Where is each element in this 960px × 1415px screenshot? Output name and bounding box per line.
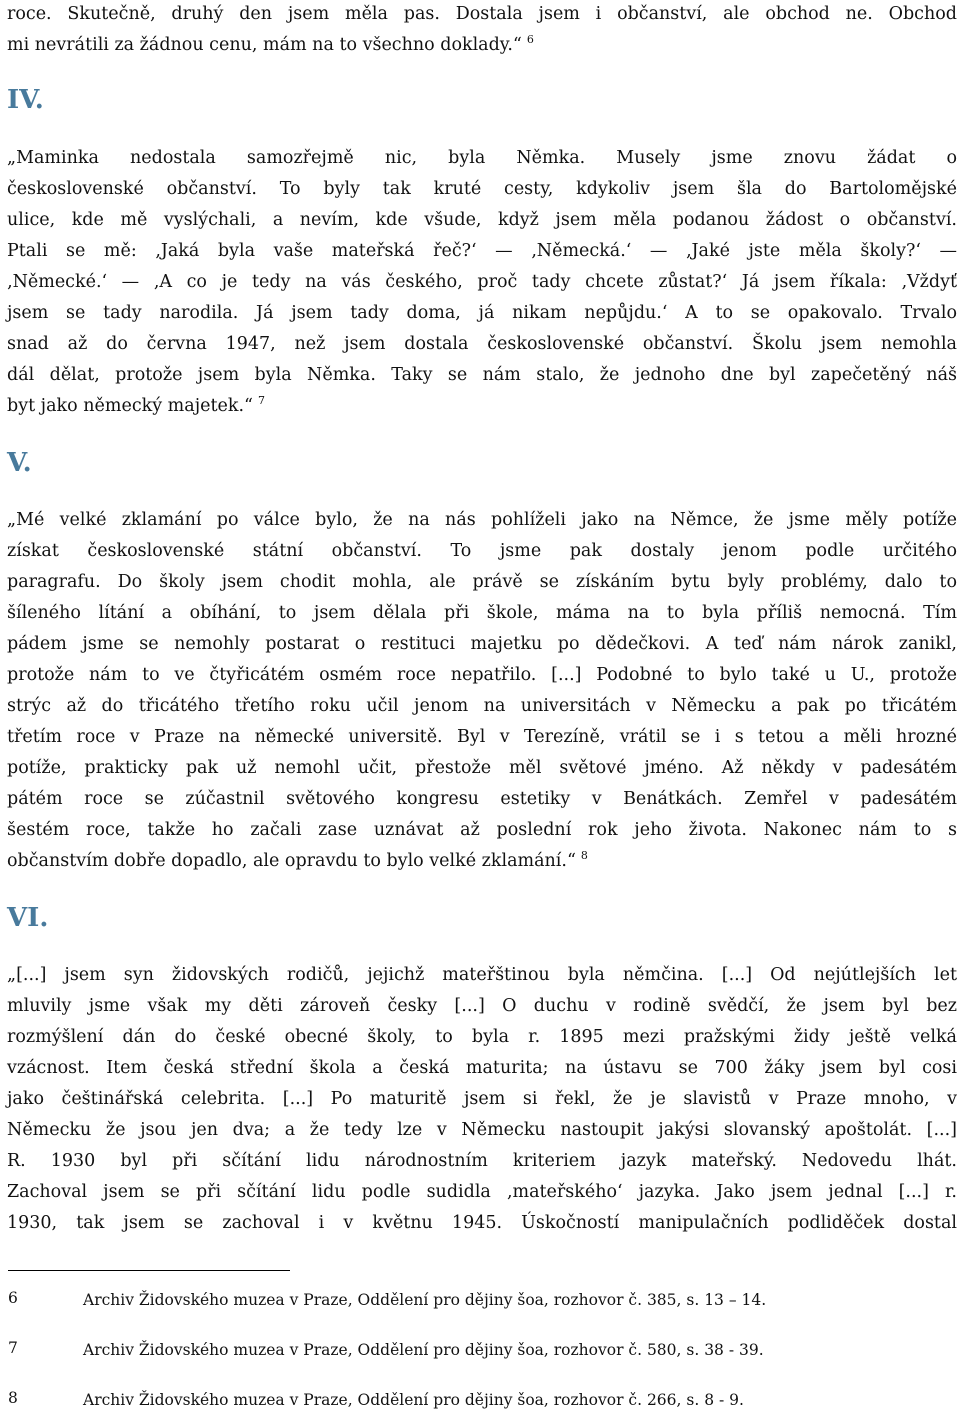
paragraph-line: ulice, kde mě vyslýchali, a nevím, kde všude, když jsem měla podanou žádost o občanství.: [7, 210, 957, 230]
paragraph-line: „[...] jsem syn židovských rodičů, jejichž mateřštinou byla němčina. [...] Od nejútlejších let: [7, 965, 957, 985]
footnote-ref: 8: [580, 849, 588, 863]
paragraph-line: jako češtinářská celebrita. [...] Po maturitě jsem si řekl, že je slavistů v Praze mnoho, v: [7, 1089, 957, 1109]
footnote-text: Archiv Židovského muzea v Praze, Oddělení pro dějiny šoa, rozhovor č. 580, s. 38 - 39.: [83, 1341, 764, 1359]
footnote-ref: 6: [526, 33, 534, 47]
paragraph-line: dál dělat, protože jsem byla Němka. Taky se nám stalo, že jednoho dne byl zapečetěný náš: [7, 365, 957, 385]
section-heading: V.: [7, 448, 32, 478]
paragraph-line: 1930, tak jsem se zachoval i v květnu 1945. Úskočností manipulačních podliděček dostal: [7, 1213, 957, 1233]
paragraph-line: mluvily jsme však my děti zároveň česky [...] O duchu v rodině svědčí, že jsem byl bez: [7, 996, 957, 1016]
paragraph-line: vzácnost. Item česká střední škola a česká maturita; na ústavu se 700 žáky jsem byl cosi: [7, 1058, 957, 1078]
paragraph-line: roce. Skutečně, druhý den jsem měla pas. Dostala jsem i občanství, ale obchod ne. Obchod: [7, 4, 957, 24]
paragraph-line: snad až do června 1947, než jsem dostala československé občanství. Školu jsem nemohla: [7, 334, 957, 354]
footnote: [0, 1338, 960, 1362]
section-paragraph: [7, 505, 957, 877]
paragraph-line: R. 1930 byl při sčítání lidu národnostním kriteriem jazyk mateřský. Nedovedu lhát.: [7, 1151, 957, 1171]
footnote-ref: 7: [258, 394, 265, 408]
paragraph-line-text: občanstvím dobře dopadlo, ale opravdu to bylo velké zklamání.“: [7, 851, 576, 871]
footnote-text: Archiv Židovského muzea v Praze, Oddělení pro dějiny šoa, rozhovor č. 266, s. 8 - 9.: [83, 1391, 744, 1409]
paragraph-line: „Mé velké zklamání po válce bylo, že na nás pohlíželi jako na Němce, že jsme měly potíže: [7, 510, 957, 530]
paragraph-line: Ptali se mě: ‚Jaká byla vaše mateřská řeč?‘ — ‚Německá.‘ — ‚Jaké jste měla školy?‘ —: [7, 241, 957, 261]
paragraph-line: šestém roce, takže ho začali zase uznávat až poslední rok jeho života. Nakonec nám to s: [7, 820, 957, 840]
paragraph-line: potíže, prakticky pak už nemohl učit, přestože měl světové jméno. Až někdy v padesátém: [7, 758, 957, 778]
paragraph-line: protože nám to ve čtyřicátém osmém roce nepatřilo. [...] Podobné to bylo také u U., protože: [7, 665, 957, 685]
section-heading: IV.: [7, 85, 44, 115]
footnote-number: 7: [8, 1339, 18, 1357]
footnote: [0, 1288, 960, 1312]
paragraph-line: [7, 30, 957, 61]
paragraph-line: Německu že jsou jen dva; a že tedy lze v Německu nastoupit jakýsi slovanský apoštolát. [...]: [7, 1120, 957, 1140]
footnote-number: 8: [8, 1389, 18, 1407]
paragraph-line: pádem jsme se nemohly postarat o restituci majetku po dědečkovi. A teď nám nárok zanikl,: [7, 634, 957, 654]
footnote-text: Archiv Židovského muzea v Praze, Oddělení pro dějiny šoa, rozhovor č. 385, s. 13 – 14.: [83, 1291, 767, 1309]
footnote-separator: [8, 1270, 290, 1271]
paragraph-line: získat československé státní občanství. To jsme pak dostaly jenom podle určitého: [7, 541, 957, 561]
paragraph-line: „Maminka nedostala samozřejmě nic, byla Němka. Musely jsme znovu žádat o: [7, 148, 957, 168]
section-paragraph: [7, 960, 957, 1239]
paragraph-line: jsem se tady narodila. Já jsem tady doma, já nikam nepůjdu.‘ A to se opakovalo. Trvalo: [7, 303, 957, 323]
paragraph-line: Zachoval jsem se při sčítání lidu podle sudidla ‚mateřského‘ jazyka. Jako jsem jednal [...] r.: [7, 1182, 957, 1202]
intro-paragraph: [7, 0, 957, 61]
section-paragraph: [7, 143, 957, 422]
paragraph-line: ‚Německé.‘ — ‚A co je tedy na vás českého, proč tady chcete zůstat?‘ Já jsem říkala: ‚Vždyť: [7, 272, 957, 292]
section-heading: VI.: [7, 903, 49, 933]
paragraph-line: šíleného lítání a obíhání, to jsem dělala při škole, máma na to byla příliš nemocná. Tím: [7, 603, 957, 623]
paragraph-line: třetím roce v Praze na německé universitě. Byl v Terezíně, vrátil se i s tetou a měli hrozné: [7, 727, 957, 747]
paragraph-line: [7, 846, 957, 877]
paragraph-line: [7, 391, 957, 422]
paragraph-line: československé občanství. To byly tak kruté cesty, kdykoliv jsem šla do Bartolomějské: [7, 179, 957, 199]
paragraph-line-text: byt jako německý majetek.“: [7, 396, 253, 416]
paragraph-line: pátém roce se zúčastnil světového kongresu estetiky v Benátkách. Zemřel v padesátém: [7, 789, 957, 809]
paragraph-line-text: mi nevrátili za žádnou cenu, mám na to všechno doklady.“: [7, 35, 522, 55]
paragraph-line: paragrafu. Do školy jsem chodit mohla, ale právě se získáním bytu byly problémy, dalo to: [7, 572, 957, 592]
footnote: [0, 1388, 960, 1412]
paragraph-line: rozmýšlení dán do české obecné školy, to byla r. 1895 mezi pražskými židy ještě velká: [7, 1027, 957, 1047]
paragraph-line: strýc až do třicátého třetího roku učil jenom na universitách v Německu a pak po třicátém: [7, 696, 957, 716]
footnote-number: 6: [8, 1289, 18, 1307]
